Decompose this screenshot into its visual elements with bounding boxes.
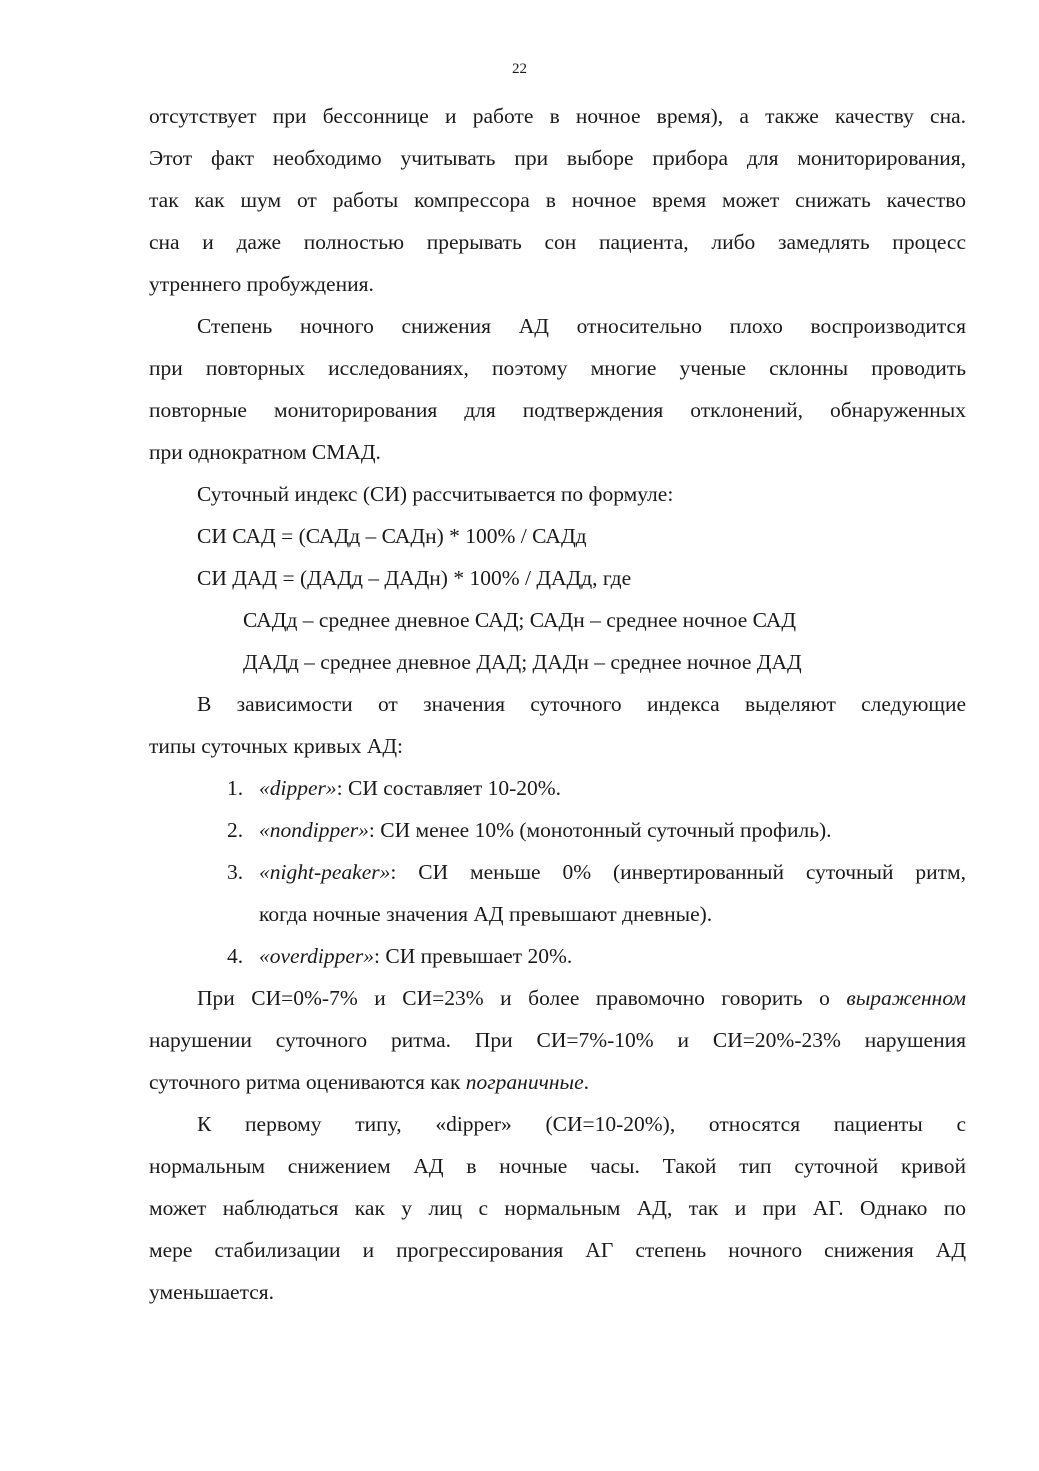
paragraph-line: Степень ночного снижения АД относительно плохо воспроизводится <box>197 314 966 338</box>
paragraph-line: Этот факт необходимо учитывать при выборе прибора для мониторирования, <box>149 146 966 170</box>
formula-dad: СИ ДАД = (ДАДд – ДАДн) * 100% / ДАДд, где <box>197 566 632 590</box>
paragraph-text: . <box>583 1070 589 1094</box>
list-item-text: : СИ превышает 20%. <box>374 944 573 968</box>
paragraph-line: при однократном СМАД. <box>149 440 381 464</box>
body-text <box>149 95 966 1313</box>
paragraph-line: при повторных исследованиях, поэтому многие ученые склонны проводить <box>149 356 966 380</box>
emphasis-text: выраженном <box>846 986 966 1010</box>
list-item-term: «night-peaker» <box>259 860 391 884</box>
list-item-number: 3. <box>227 860 244 884</box>
formula-sad: СИ САД = (САДд – САДн) * 100% / САДд <box>197 524 587 548</box>
paragraph-text: При СИ=0%-7% и СИ=23% и более правомочно говорить о <box>197 986 847 1010</box>
paragraph-line: К первому типу, «dipper» (СИ=10-20%), относятся пациенты с <box>197 1112 966 1136</box>
emphasis-text: пограничные <box>465 1070 584 1094</box>
list-item-term: «dipper» <box>259 776 337 800</box>
paragraph-line: сна и даже полностью прерывать сон пациента, либо замедлять процесс <box>149 230 966 254</box>
list-item-number: 1. <box>227 776 244 800</box>
paragraph-line: уменьшается. <box>149 1280 275 1304</box>
paragraph-line: Суточный индекс (СИ) рассчитывается по формуле: <box>197 482 674 506</box>
paragraph-line: мере стабилизации и прогрессирования АГ степень ночного снижения АД <box>149 1238 966 1262</box>
list-item <box>149 767 966 809</box>
paragraph-line: может наблюдаться как у лиц с нормальным АД, так и при АГ. Однако по <box>149 1196 966 1220</box>
list-item-continuation: когда ночные значения АД превышают дневные). <box>259 902 713 926</box>
page-number: 22 <box>512 61 527 77</box>
paragraph-line: нарушении суточного ритма. При СИ=7%-10% и СИ=20%-23% нарушения <box>149 1028 966 1052</box>
list-item-text: : СИ менее 10% (монотонный суточный профиль). <box>368 818 832 842</box>
paragraph-line: В зависимости от значения суточного индекса выделяют следующие <box>197 692 966 716</box>
list-item-term: «overdipper» <box>259 944 375 968</box>
definition-dad: ДАДд – среднее дневное ДАД; ДАДн – среднее ночное ДАД <box>243 650 802 674</box>
paragraph-line: нормальным снижением АД в ночные часы. Такой тип суточной кривой <box>149 1154 966 1178</box>
list-item <box>149 851 966 893</box>
list-item-number: 4. <box>227 944 244 968</box>
paragraph-line: отсутствует при бессоннице и работе в ночное время), а также качеству сна. <box>149 104 966 128</box>
paragraph-line: так как шум от работы компрессора в ночное время может снижать качество <box>149 188 966 212</box>
paragraph-line: типы суточных кривых АД: <box>149 734 404 758</box>
list-item <box>149 935 966 977</box>
list-item-term: «nondipper» <box>259 818 369 842</box>
paragraph-line <box>149 977 966 1019</box>
paragraph-text: суточного ритма оцениваются как <box>149 1070 466 1094</box>
list-item <box>149 809 966 851</box>
list-item-number: 2. <box>227 818 244 842</box>
paragraph-line: утреннего пробуждения. <box>149 272 374 296</box>
definition-sad: САДд – среднее дневное САД; САДн – среднее ночное САД <box>243 608 797 632</box>
paragraph-line: повторные мониторирования для подтверждения отклонений, обнаруженных <box>149 398 966 422</box>
list-item-text: : СИ меньше 0% (инвертированный суточный ритм, <box>390 860 966 884</box>
list-item-text: : СИ составляет 10-20%. <box>336 776 562 800</box>
paragraph-line <box>149 1061 966 1103</box>
